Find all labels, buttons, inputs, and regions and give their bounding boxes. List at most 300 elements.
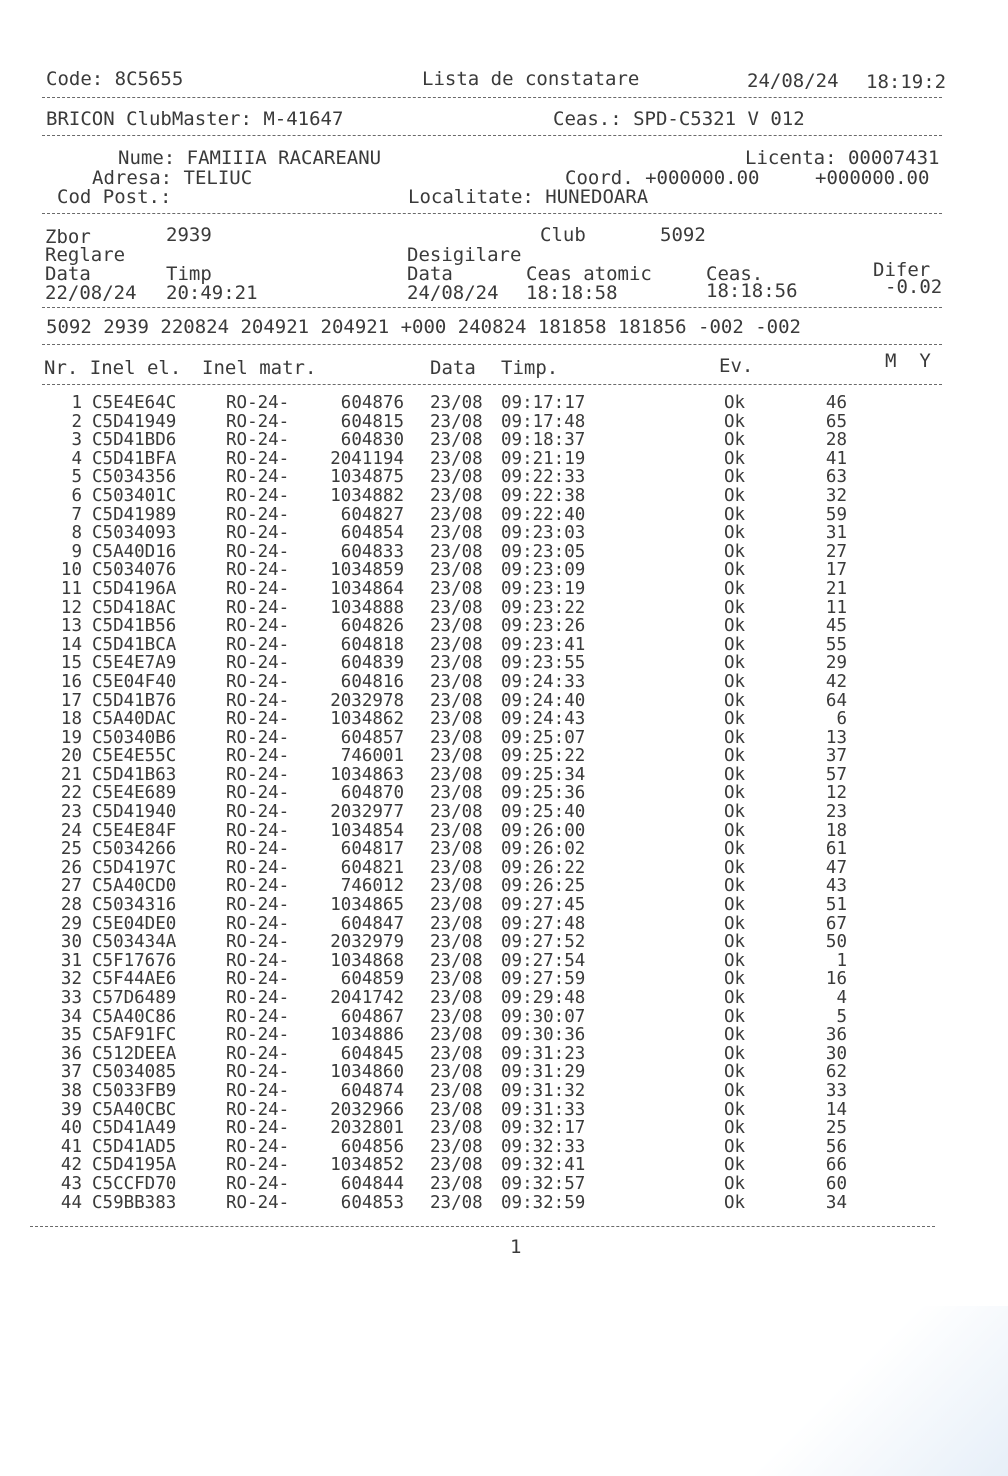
cell-num: 604874 bbox=[340, 1080, 404, 1101]
cell-num: 2032978 bbox=[330, 690, 404, 711]
cell-pre: RO-24- bbox=[226, 504, 290, 525]
cell-date: 23/08 bbox=[430, 783, 483, 804]
cell-ev: Ok bbox=[724, 802, 746, 823]
locality: Localitate: HUNEDOARA bbox=[408, 186, 649, 208]
cell-el: C5D41BFA bbox=[92, 448, 177, 469]
cell-pos: 6 bbox=[836, 709, 847, 730]
cell-num: 604844 bbox=[340, 1173, 404, 1194]
cell-ev: Ok bbox=[724, 690, 746, 711]
cell-date: 23/08 bbox=[430, 1173, 483, 1194]
cell-ev: Ok bbox=[724, 411, 746, 432]
cell-time: 09:32:17 bbox=[501, 1118, 586, 1139]
cell-date: 23/08 bbox=[430, 671, 483, 692]
cell-date: 23/08 bbox=[430, 988, 483, 1008]
cell-ev: Ok bbox=[724, 1173, 746, 1194]
cell-time: 09:23:26 bbox=[501, 616, 586, 637]
cell-ev: Ok bbox=[724, 783, 746, 804]
cell-ev: Ok bbox=[724, 1006, 746, 1027]
desigilare-data-label: Data bbox=[407, 263, 453, 285]
cell-ev: Ok bbox=[724, 746, 746, 767]
cell-date: 23/08 bbox=[430, 950, 483, 971]
cell-date: 23/08 bbox=[430, 1062, 483, 1083]
cell-num: 1034882 bbox=[330, 485, 404, 506]
cell-nr: 38 bbox=[60, 1080, 82, 1101]
cell-ev: Ok bbox=[724, 820, 746, 841]
cell-ev: Ok bbox=[724, 950, 746, 971]
cell-num: 1034868 bbox=[330, 950, 404, 971]
cell-ev: Ok bbox=[724, 616, 746, 637]
code-label: Code: 8C5655 bbox=[46, 68, 184, 90]
cell-pos: 17 bbox=[825, 560, 847, 581]
cell-time: 09:23:05 bbox=[501, 541, 586, 562]
cell-el: C5E4E55C bbox=[92, 746, 177, 767]
cell-pre: RO-24- bbox=[226, 467, 290, 488]
cell-pre: RO-24- bbox=[226, 1155, 290, 1176]
table-row bbox=[0, 1008, 1008, 1027]
desigilare-date: 24/08/24 bbox=[407, 282, 499, 304]
cell-el: C5E4E7A9 bbox=[92, 653, 177, 674]
cell-el: C57D6489 bbox=[92, 988, 177, 1008]
table-row bbox=[0, 896, 1008, 915]
cell-nr: 24 bbox=[60, 820, 82, 841]
cell-time: 09:23:22 bbox=[501, 597, 586, 618]
cell-nr: 1 bbox=[71, 393, 82, 413]
cell-el: C5E4E84F bbox=[92, 820, 177, 841]
cell-time: 09:23:03 bbox=[501, 523, 586, 544]
cell-time: 09:26:22 bbox=[501, 857, 586, 878]
cell-num: 604839 bbox=[340, 653, 404, 674]
cell-nr: 40 bbox=[60, 1118, 82, 1139]
cell-time: 09:32:41 bbox=[501, 1155, 586, 1176]
cell-pos: 34 bbox=[825, 1192, 847, 1213]
cell-num: 604821 bbox=[340, 857, 404, 878]
cell-date: 23/08 bbox=[430, 597, 483, 618]
cell-time: 09:23:55 bbox=[501, 653, 586, 674]
cell-el: C5E4E64C bbox=[92, 393, 177, 413]
cell-date: 23/08 bbox=[430, 1118, 483, 1139]
zbor-label: Zbor bbox=[45, 226, 91, 248]
cell-el: C5D4196A bbox=[92, 578, 177, 599]
cell-pos: 55 bbox=[825, 634, 847, 655]
cell-pos: 31 bbox=[825, 523, 847, 544]
cell-num: 604859 bbox=[340, 969, 404, 990]
license-number: Licenta: 00007431 bbox=[745, 147, 940, 169]
table-row bbox=[0, 840, 1008, 859]
cell-pre: RO-24- bbox=[226, 616, 290, 637]
cell-num: 1034886 bbox=[330, 1025, 404, 1046]
cell-nr: 27 bbox=[60, 876, 82, 897]
table-row bbox=[0, 859, 1008, 878]
cell-pos: 59 bbox=[825, 504, 847, 525]
table-row bbox=[0, 1194, 1008, 1213]
cell-ev: Ok bbox=[724, 764, 746, 785]
cell-pos: 45 bbox=[825, 616, 847, 637]
cell-time: 09:30:36 bbox=[501, 1025, 586, 1046]
cell-el: C5CCFD70 bbox=[92, 1173, 177, 1194]
cell-nr: 16 bbox=[60, 671, 82, 692]
cell-ev: Ok bbox=[724, 857, 746, 878]
cell-pos: 51 bbox=[825, 895, 847, 916]
table-row bbox=[0, 933, 1008, 952]
cell-date: 23/08 bbox=[430, 504, 483, 525]
cell-num: 1034865 bbox=[330, 895, 404, 916]
cell-pre: RO-24- bbox=[226, 764, 290, 785]
cell-el: C5D41AD5 bbox=[92, 1136, 177, 1157]
cell-num: 604856 bbox=[340, 1136, 404, 1157]
cell-pre: RO-24- bbox=[226, 783, 290, 804]
cell-date: 23/08 bbox=[430, 653, 483, 674]
table-row bbox=[0, 1063, 1008, 1082]
cell-el: C5E04DE0 bbox=[92, 913, 177, 934]
cell-date: 23/08 bbox=[430, 485, 483, 506]
cell-ev: Ok bbox=[724, 932, 746, 953]
divider bbox=[42, 344, 942, 345]
reglare-timp-label: Timp bbox=[166, 263, 212, 285]
cell-nr: 4 bbox=[71, 448, 82, 469]
col-my: M Y bbox=[885, 350, 931, 372]
col-nr-inel-el: Nr. Inel el. bbox=[44, 357, 182, 379]
cell-pre: RO-24- bbox=[226, 523, 290, 544]
cell-time: 09:24:33 bbox=[501, 671, 586, 692]
col-ev: Ev. bbox=[719, 355, 754, 377]
cell-nr: 39 bbox=[60, 1099, 82, 1120]
cell-time: 09:27:45 bbox=[501, 895, 586, 916]
cell-pre: RO-24- bbox=[226, 709, 290, 730]
cell-ev: Ok bbox=[724, 541, 746, 562]
cell-num: 604833 bbox=[340, 541, 404, 562]
cell-time: 09:21:19 bbox=[501, 448, 586, 469]
cell-time: 09:25:07 bbox=[501, 727, 586, 748]
col-inel-matr: Inel matr. bbox=[202, 357, 317, 379]
cell-el: C5D41949 bbox=[92, 411, 177, 432]
cell-date: 23/08 bbox=[430, 932, 483, 953]
difference-value: -0.02 bbox=[885, 276, 943, 298]
cell-pos: 29 bbox=[825, 653, 847, 674]
cell-el: C5D41B63 bbox=[92, 764, 177, 785]
cell-num: 1034888 bbox=[330, 597, 404, 618]
cell-pos: 56 bbox=[825, 1136, 847, 1157]
cell-pos: 57 bbox=[825, 764, 847, 785]
cell-date: 23/08 bbox=[430, 764, 483, 785]
cell-nr: 31 bbox=[60, 950, 82, 971]
cell-nr: 28 bbox=[60, 895, 82, 916]
cell-date: 23/08 bbox=[430, 690, 483, 711]
cell-time: 09:18:37 bbox=[501, 430, 586, 451]
cell-el: C5034076 bbox=[92, 560, 177, 581]
page-number: 1 bbox=[510, 1236, 522, 1258]
cell-pos: 50 bbox=[825, 932, 847, 953]
cell-el: C503434A bbox=[92, 932, 177, 953]
cell-num: 604845 bbox=[340, 1043, 404, 1064]
reglare-label: Reglare bbox=[45, 244, 126, 266]
cell-date: 23/08 bbox=[430, 876, 483, 897]
table-row bbox=[0, 617, 1008, 636]
cell-el: C5034266 bbox=[92, 839, 177, 860]
cell-date: 23/08 bbox=[430, 802, 483, 823]
table-row bbox=[0, 970, 1008, 989]
cell-el: C5A40CBC bbox=[92, 1099, 177, 1120]
cell-ev: Ok bbox=[724, 876, 746, 897]
cell-pos: 25 bbox=[825, 1118, 847, 1139]
cell-el: C5034316 bbox=[92, 895, 177, 916]
cell-pos: 23 bbox=[825, 802, 847, 823]
clock-model: Ceas.: SPD-C5321 V 012 bbox=[553, 108, 805, 130]
cell-pos: 28 bbox=[825, 430, 847, 451]
cell-ev: Ok bbox=[724, 839, 746, 860]
cell-num: 604818 bbox=[340, 634, 404, 655]
cell-pos: 5 bbox=[836, 1006, 847, 1027]
cell-date: 23/08 bbox=[430, 1043, 483, 1064]
cell-nr: 43 bbox=[60, 1173, 82, 1194]
cell-num: 2032801 bbox=[330, 1118, 404, 1139]
cell-date: 23/08 bbox=[430, 448, 483, 469]
zbor-value: 2939 bbox=[166, 224, 212, 246]
cell-num: 1034875 bbox=[330, 467, 404, 488]
postal-code: Cod Post.: bbox=[57, 186, 172, 208]
table-row bbox=[0, 599, 1008, 618]
cell-pos: 4 bbox=[836, 988, 847, 1008]
cell-num: 604876 bbox=[340, 393, 404, 413]
cell-pos: 30 bbox=[825, 1043, 847, 1064]
cell-time: 09:17:48 bbox=[501, 411, 586, 432]
cell-num: 1034852 bbox=[330, 1155, 404, 1176]
cell-nr: 17 bbox=[60, 690, 82, 711]
cell-num: 604830 bbox=[340, 430, 404, 451]
cell-pos: 11 bbox=[825, 597, 847, 618]
cell-nr: 20 bbox=[60, 746, 82, 767]
cell-el: C59BB383 bbox=[92, 1192, 177, 1213]
cell-date: 23/08 bbox=[430, 895, 483, 916]
cell-nr: 9 bbox=[71, 541, 82, 562]
cell-pos: 67 bbox=[825, 913, 847, 934]
cell-time: 09:26:02 bbox=[501, 839, 586, 860]
device-model: BRICON ClubMaster: M-41647 bbox=[46, 108, 344, 130]
cell-ev: Ok bbox=[724, 485, 746, 506]
cell-pre: RO-24- bbox=[226, 411, 290, 432]
cell-pre: RO-24- bbox=[226, 876, 290, 897]
cell-num: 604847 bbox=[340, 913, 404, 934]
cell-el: C5A40C86 bbox=[92, 1006, 177, 1027]
cell-num: 2041742 bbox=[330, 988, 404, 1008]
reglare-time: 20:49:21 bbox=[166, 282, 258, 304]
table-row bbox=[0, 561, 1008, 580]
cell-el: C5E4E689 bbox=[92, 783, 177, 804]
cell-pre: RO-24- bbox=[226, 1025, 290, 1046]
cell-pos: 43 bbox=[825, 876, 847, 897]
cell-pre: RO-24- bbox=[226, 1080, 290, 1101]
cell-time: 09:32:59 bbox=[501, 1192, 586, 1213]
reglare-data-label: Data bbox=[45, 263, 91, 285]
cell-ev: Ok bbox=[724, 448, 746, 469]
cell-pos: 46 bbox=[825, 393, 847, 413]
cell-date: 23/08 bbox=[430, 634, 483, 655]
cell-pos: 21 bbox=[825, 578, 847, 599]
cell-pos: 1 bbox=[836, 950, 847, 971]
table-row bbox=[0, 1101, 1008, 1120]
cell-nr: 36 bbox=[60, 1043, 82, 1064]
cell-pos: 64 bbox=[825, 690, 847, 711]
cell-pre: RO-24- bbox=[226, 895, 290, 916]
cell-el: C5E04F40 bbox=[92, 671, 177, 692]
cell-pre: RO-24- bbox=[226, 1099, 290, 1120]
cell-date: 23/08 bbox=[430, 467, 483, 488]
cell-nr: 22 bbox=[60, 783, 82, 804]
coordinates-2: +000000.00 bbox=[815, 167, 930, 189]
cell-time: 09:25:40 bbox=[501, 802, 586, 823]
table-row bbox=[0, 1119, 1008, 1138]
cell-el: C512DEEA bbox=[92, 1043, 177, 1064]
table-row bbox=[0, 766, 1008, 785]
cell-nr: 21 bbox=[60, 764, 82, 785]
cell-pos: 63 bbox=[825, 467, 847, 488]
table-row bbox=[0, 506, 1008, 525]
cell-pos: 62 bbox=[825, 1062, 847, 1083]
cell-num: 1034854 bbox=[330, 820, 404, 841]
cell-num: 2041194 bbox=[330, 448, 404, 469]
cell-date: 23/08 bbox=[430, 1192, 483, 1213]
cell-pre: RO-24- bbox=[226, 839, 290, 860]
cell-nr: 14 bbox=[60, 634, 82, 655]
print-time: 18:19:2 bbox=[866, 71, 947, 93]
cell-el: C5D41A49 bbox=[92, 1118, 177, 1139]
table-row bbox=[0, 710, 1008, 729]
cell-pos: 60 bbox=[825, 1173, 847, 1194]
cell-date: 23/08 bbox=[430, 393, 483, 413]
table-row bbox=[0, 1026, 1008, 1045]
coordinates: Coord. +000000.00 bbox=[565, 167, 760, 189]
cell-ev: Ok bbox=[724, 1118, 746, 1139]
cell-date: 23/08 bbox=[430, 523, 483, 544]
cell-pos: 61 bbox=[825, 839, 847, 860]
cell-pre: RO-24- bbox=[226, 541, 290, 562]
cell-el: C5034356 bbox=[92, 467, 177, 488]
cell-pre: RO-24- bbox=[226, 448, 290, 469]
table-row bbox=[0, 989, 1008, 1008]
cell-nr: 32 bbox=[60, 969, 82, 990]
cell-time: 09:32:57 bbox=[501, 1173, 586, 1194]
cell-pre: RO-24- bbox=[226, 950, 290, 971]
cell-nr: 18 bbox=[60, 709, 82, 730]
cell-date: 23/08 bbox=[430, 709, 483, 730]
cell-nr: 35 bbox=[60, 1025, 82, 1046]
table-row bbox=[0, 1082, 1008, 1101]
table-row bbox=[0, 729, 1008, 748]
cell-nr: 3 bbox=[71, 430, 82, 451]
owner-address: Adresa: TELIUC bbox=[92, 167, 253, 189]
cell-time: 09:27:54 bbox=[501, 950, 586, 971]
summary-line: 5092 2939 220824 204921 204921 +000 240824 181858 181856 -002 -002 bbox=[46, 316, 801, 338]
atomic-clock-time: 18:18:58 bbox=[526, 282, 618, 304]
cell-pos: 13 bbox=[825, 727, 847, 748]
col-timp: Timp. bbox=[501, 357, 559, 379]
cell-nr: 29 bbox=[60, 913, 82, 934]
cell-date: 23/08 bbox=[430, 578, 483, 599]
document-title: Lista de constatare bbox=[422, 68, 640, 90]
cell-el: C5D41989 bbox=[92, 504, 177, 525]
table-row bbox=[0, 803, 1008, 822]
cell-time: 09:23:09 bbox=[501, 560, 586, 581]
club-value: 5092 bbox=[660, 224, 706, 246]
cell-nr: 30 bbox=[60, 932, 82, 953]
table-row bbox=[0, 413, 1008, 432]
clock-label: Ceas. bbox=[706, 263, 764, 285]
cell-ev: Ok bbox=[724, 1043, 746, 1064]
cell-time: 09:26:00 bbox=[501, 820, 586, 841]
cell-el: C5D41940 bbox=[92, 802, 177, 823]
cell-time: 09:31:23 bbox=[501, 1043, 586, 1064]
cell-date: 23/08 bbox=[430, 839, 483, 860]
print-date: 24/08/24 bbox=[747, 70, 839, 92]
cell-time: 09:23:19 bbox=[501, 578, 586, 599]
cell-el: C5F17676 bbox=[92, 950, 177, 971]
cell-nr: 44 bbox=[60, 1192, 82, 1213]
cell-num: 604857 bbox=[340, 727, 404, 748]
table-row bbox=[0, 450, 1008, 469]
cell-pre: RO-24- bbox=[226, 393, 290, 413]
cell-time: 09:22:33 bbox=[501, 467, 586, 488]
cell-ev: Ok bbox=[724, 1080, 746, 1101]
cell-nr: 37 bbox=[60, 1062, 82, 1083]
divider bbox=[42, 97, 942, 98]
cell-date: 23/08 bbox=[430, 541, 483, 562]
table-row bbox=[0, 636, 1008, 655]
cell-num: 2032966 bbox=[330, 1099, 404, 1120]
cell-pos: 33 bbox=[825, 1080, 847, 1101]
cell-pre: RO-24- bbox=[226, 597, 290, 618]
cell-el: C5A40CD0 bbox=[92, 876, 177, 897]
cell-pos: 66 bbox=[825, 1155, 847, 1176]
cell-pre: RO-24- bbox=[226, 430, 290, 451]
table-row bbox=[0, 431, 1008, 450]
divider bbox=[30, 1226, 935, 1227]
cell-time: 09:27:52 bbox=[501, 932, 586, 953]
cell-ev: Ok bbox=[724, 560, 746, 581]
cell-el: C5A40DAC bbox=[92, 709, 177, 730]
cell-el: C5A40D16 bbox=[92, 541, 177, 562]
cell-num: 1034859 bbox=[330, 560, 404, 581]
table-row bbox=[0, 524, 1008, 543]
cell-nr: 2 bbox=[71, 411, 82, 432]
cell-el: C5D41BD6 bbox=[92, 430, 177, 451]
cell-pre: RO-24- bbox=[226, 653, 290, 674]
cell-pre: RO-24- bbox=[226, 690, 290, 711]
cell-el: C5D41BCA bbox=[92, 634, 177, 655]
cell-ev: Ok bbox=[724, 430, 746, 451]
cell-time: 09:25:34 bbox=[501, 764, 586, 785]
cell-date: 23/08 bbox=[430, 616, 483, 637]
table-row bbox=[0, 394, 1008, 413]
cell-date: 23/08 bbox=[430, 1155, 483, 1176]
cell-ev: Ok bbox=[724, 504, 746, 525]
cell-time: 09:29:48 bbox=[501, 988, 586, 1008]
cell-time: 09:25:36 bbox=[501, 783, 586, 804]
cell-pre: RO-24- bbox=[226, 820, 290, 841]
cell-ev: Ok bbox=[724, 1192, 746, 1213]
cell-ev: Ok bbox=[724, 634, 746, 655]
cell-el: C5D41B76 bbox=[92, 690, 177, 711]
cell-ev: Ok bbox=[724, 913, 746, 934]
table-row bbox=[0, 487, 1008, 506]
cell-date: 23/08 bbox=[430, 411, 483, 432]
cell-date: 23/08 bbox=[430, 560, 483, 581]
cell-ev: Ok bbox=[724, 523, 746, 544]
cell-el: C5AF91FC bbox=[92, 1025, 177, 1046]
cell-ev: Ok bbox=[724, 653, 746, 674]
cell-num: 746001 bbox=[340, 746, 404, 767]
cell-date: 23/08 bbox=[430, 1080, 483, 1101]
cell-pre: RO-24- bbox=[226, 485, 290, 506]
cell-el: C5033FB9 bbox=[92, 1080, 177, 1101]
